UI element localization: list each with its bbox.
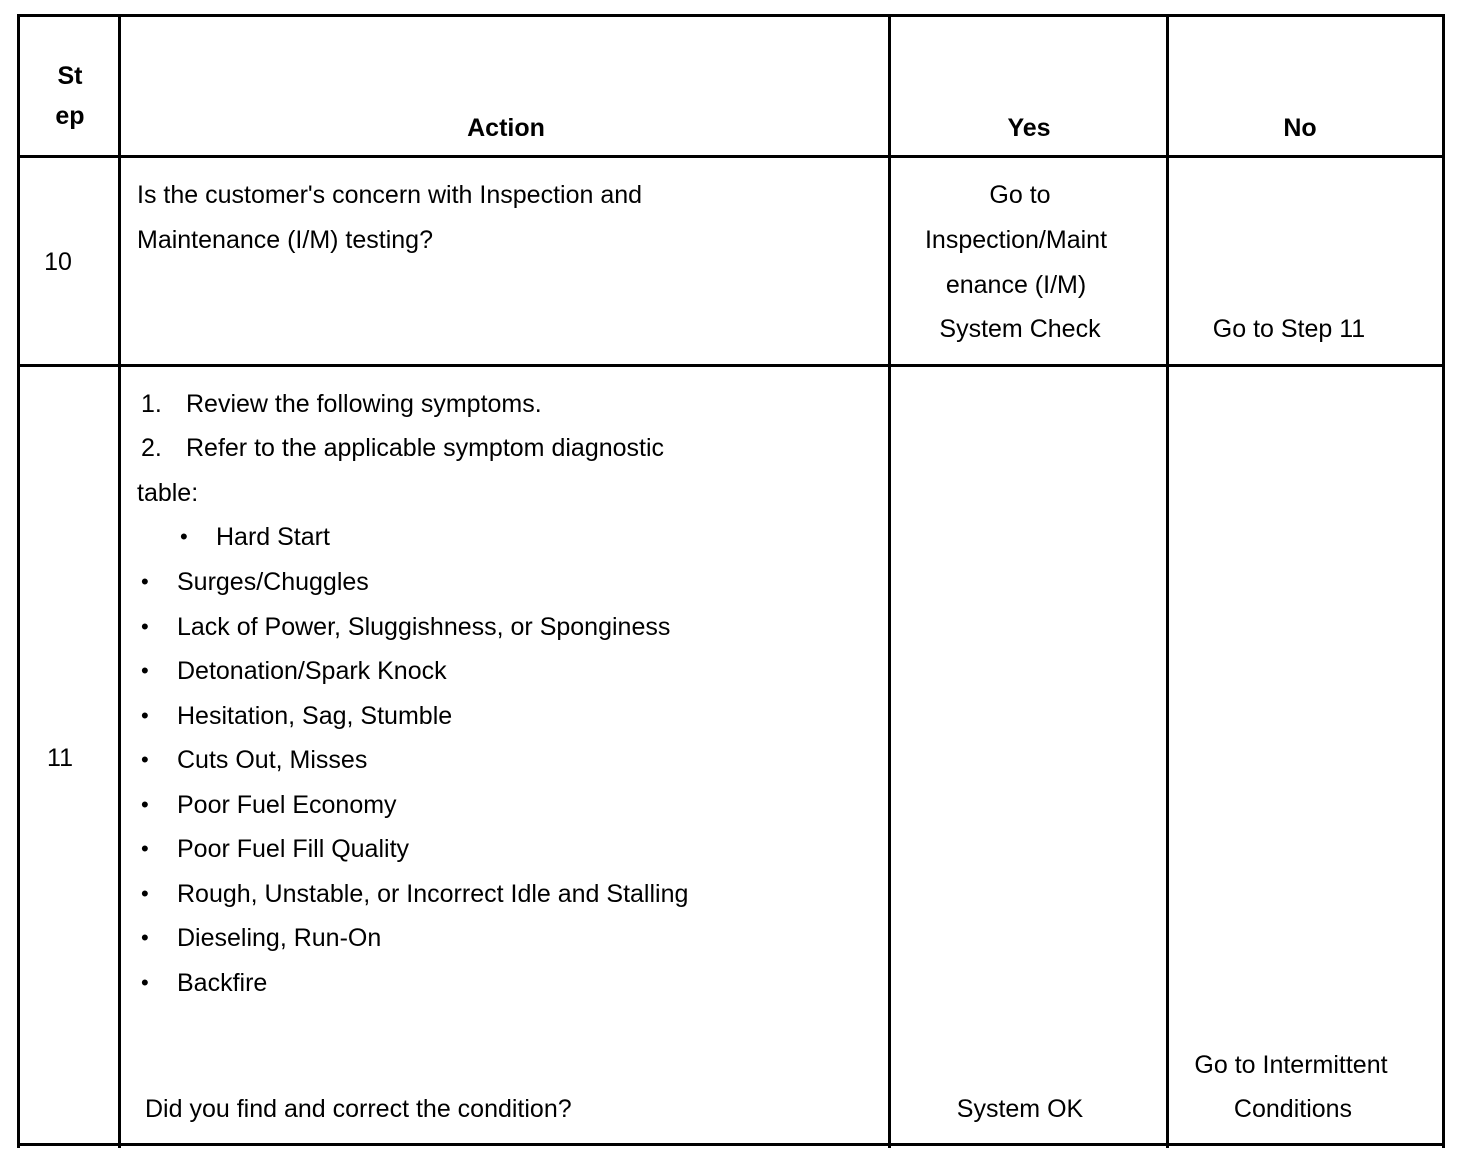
row10-yes-line4: System Check bbox=[939, 315, 1101, 343]
bullet-marker: • bbox=[141, 925, 149, 950]
column-divider-yes bbox=[1166, 14, 1169, 1148]
column-divider-step bbox=[118, 14, 121, 1148]
row10-yes-line2: Inspection/Maint bbox=[924, 226, 1108, 254]
symptom-item: Surges/Chuggles bbox=[177, 568, 369, 596]
row11-numbered-2-num: 2. bbox=[141, 434, 162, 462]
row11-numbered-1-text: Review the following symptoms. bbox=[186, 390, 542, 418]
table-border-bottom bbox=[17, 1143, 1445, 1146]
row11-yes: System OK bbox=[956, 1095, 1084, 1123]
table-border-top bbox=[17, 14, 1445, 17]
row10-action-line2: Maintenance (I/M) testing? bbox=[137, 226, 433, 254]
bullet-marker: • bbox=[141, 569, 149, 594]
bullet-marker: • bbox=[141, 658, 149, 683]
bullet-marker: • bbox=[141, 880, 149, 906]
table-border-right bbox=[1442, 14, 1445, 1148]
symptom-item: Dieseling, Run-On bbox=[177, 924, 382, 952]
header-step-line1: St bbox=[57, 62, 83, 90]
header-no: No bbox=[1283, 114, 1317, 142]
bullet-marker: • bbox=[141, 747, 149, 772]
row11-numbered-2-text: Refer to the applicable symptom diagnostic bbox=[186, 434, 665, 462]
row10-yes-line3: enance (I/M) bbox=[945, 271, 1087, 299]
row11-no-line2: Conditions bbox=[1233, 1095, 1353, 1123]
row10-no: Go to Step 11 bbox=[1212, 315, 1366, 343]
row11-numbered-1-num: 1. bbox=[141, 390, 162, 418]
symptom-item: Poor Fuel Economy bbox=[177, 790, 397, 819]
bullet-marker: • bbox=[180, 524, 188, 549]
bullet-marker: • bbox=[141, 969, 149, 995]
header-yes: Yes bbox=[1007, 114, 1051, 142]
bullet-marker: • bbox=[141, 791, 149, 817]
header-step bbox=[20, 56, 120, 136]
symptom-item: Hesitation, Sag, Stumble bbox=[177, 701, 453, 730]
symptom-item: Poor Fuel Fill Quality bbox=[177, 835, 410, 863]
bullet-marker: • bbox=[141, 836, 149, 861]
step-number-11: 11 bbox=[47, 744, 73, 772]
header-action: Action bbox=[467, 114, 545, 142]
row11-no-line1: Go to Intermittent bbox=[1194, 1051, 1388, 1079]
bullet-marker: • bbox=[141, 702, 149, 728]
row10-action-line1: Is the customer's concern with Inspection and bbox=[137, 181, 643, 209]
header-divider bbox=[17, 155, 1445, 158]
symptom-hard-start: Hard Start bbox=[216, 523, 330, 551]
symptom-item: Cuts Out, Misses bbox=[177, 746, 368, 774]
row10-yes-line1: Go to bbox=[989, 181, 1051, 209]
row-divider bbox=[17, 364, 1445, 367]
symptom-item: Rough, Unstable, or Incorrect Idle and Stalling bbox=[177, 879, 689, 908]
bullet-marker: • bbox=[141, 613, 149, 639]
row11-numbered-continuation: table: bbox=[137, 479, 199, 507]
table-border-left bbox=[17, 14, 20, 1148]
header-step-line2: ep bbox=[55, 102, 85, 130]
symptom-item: Backfire bbox=[177, 968, 268, 997]
row11-question: Did you find and correct the condition? bbox=[145, 1095, 572, 1123]
symptom-item: Lack of Power, Sluggishness, or Sponginess bbox=[177, 612, 671, 641]
step-number-10: 10 bbox=[44, 248, 72, 276]
symptom-item: Detonation/Spark Knock bbox=[177, 657, 447, 685]
